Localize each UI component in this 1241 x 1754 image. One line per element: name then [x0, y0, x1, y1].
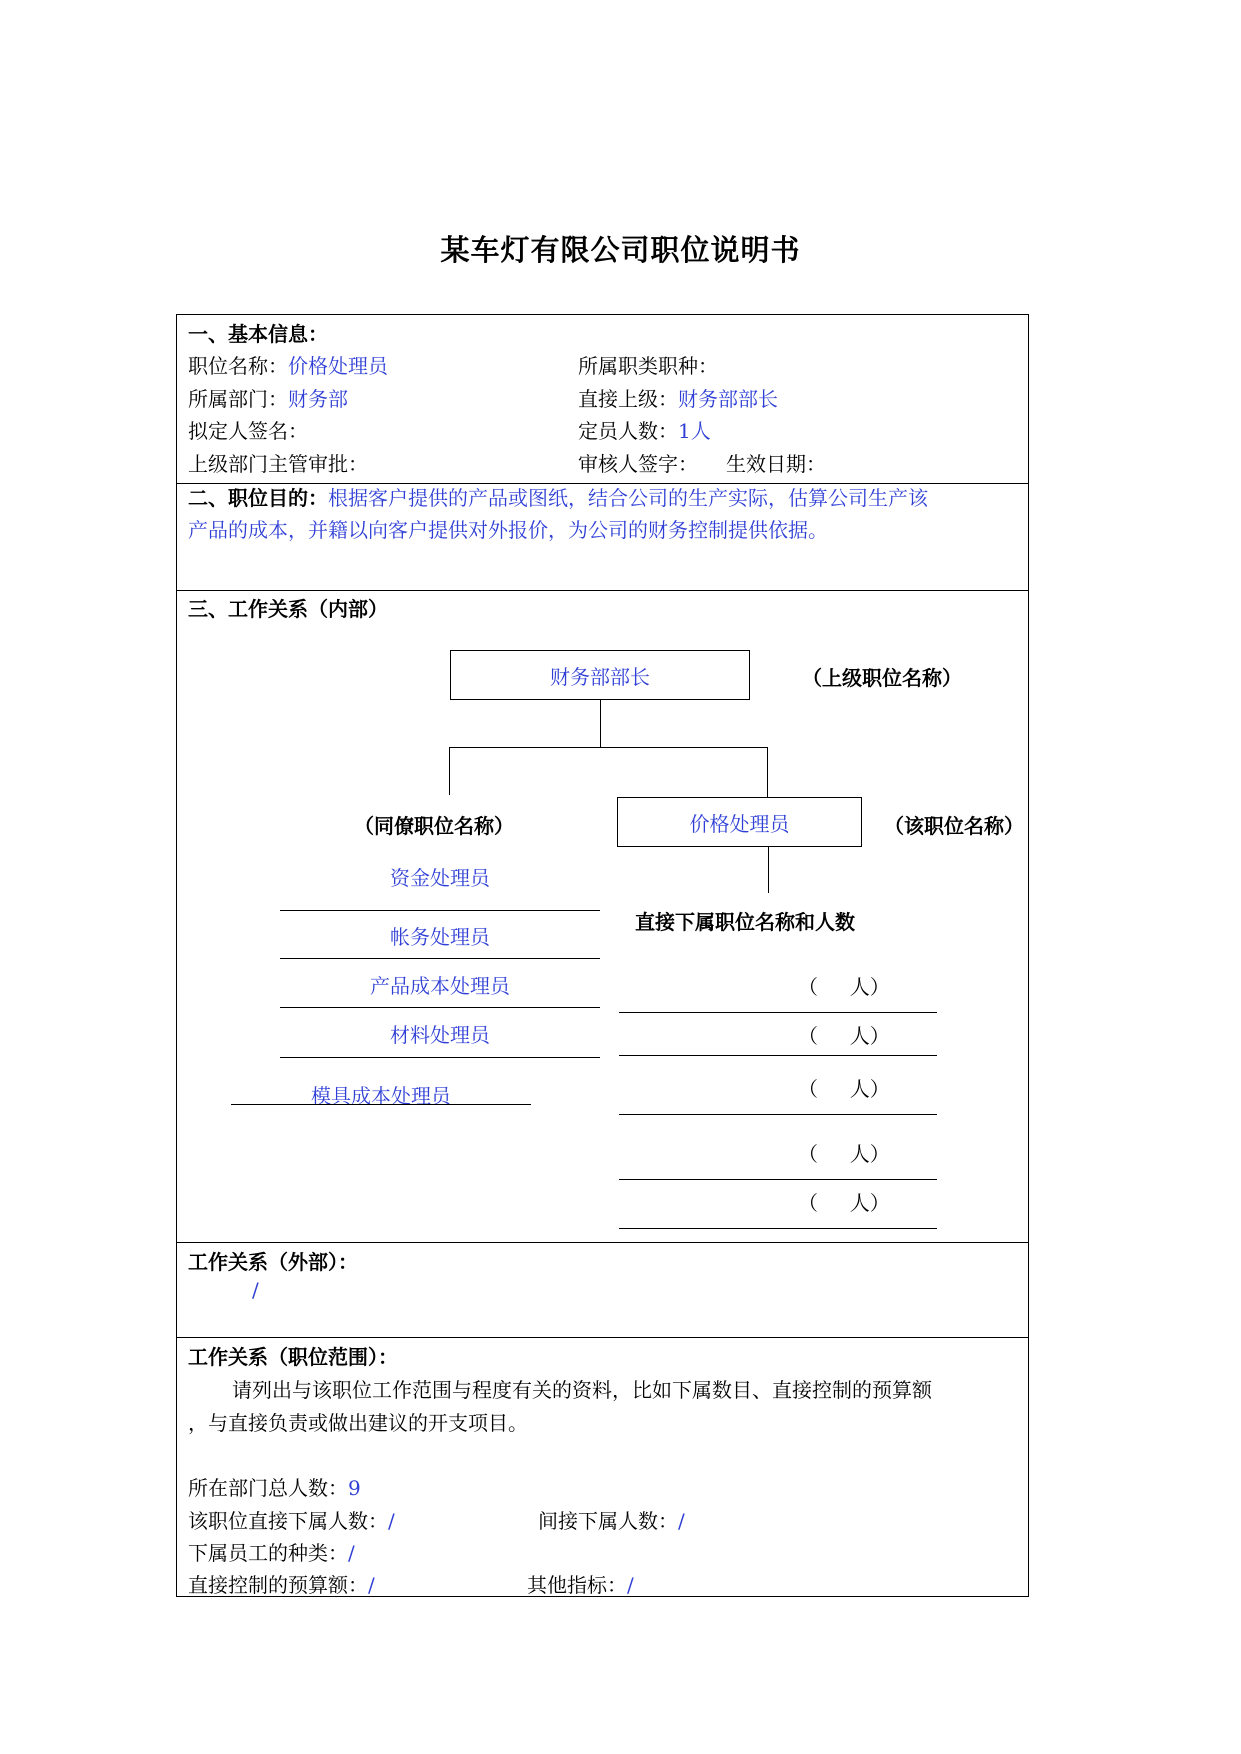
- subordinate-underline: [619, 1179, 937, 1180]
- superior-value: 财务部部长: [678, 387, 778, 411]
- peer-item: 模具成本处理员: [311, 1084, 451, 1108]
- scope-description-1: 请列出与该职位工作范围与程度有关的资料，比如下属数目、直接控制的预算额: [232, 1378, 932, 1402]
- subordinate-slot: （ 人）: [798, 1142, 890, 1166]
- budget-value: /: [368, 1573, 375, 1597]
- connector-line: [449, 747, 450, 795]
- purpose-line-1: [188, 482, 928, 511]
- subordinate-underline: [619, 1055, 937, 1056]
- job-category-label: 所属职类职种：: [578, 354, 718, 378]
- external-relations-value: /: [252, 1278, 259, 1302]
- headcount-label: 定员人数：: [578, 419, 678, 443]
- job-category-field: [578, 350, 718, 379]
- indirect-subordinates-value: /: [678, 1509, 685, 1533]
- drafter-label: 拟定人签名：: [188, 419, 308, 443]
- reviewer-field: [578, 448, 698, 477]
- peer-position-caption: （同僚职位名称）: [354, 814, 514, 838]
- direct-subordinates-field: [188, 1505, 395, 1534]
- peer-item: 帐务处理员: [390, 925, 490, 949]
- basic-info-heading: 一、基本信息：: [188, 322, 328, 346]
- superior-position-box: 财务部部长: [450, 650, 750, 700]
- current-position-box: 价格处理员: [617, 797, 862, 847]
- subordinate-slot: （ 人）: [798, 1077, 890, 1101]
- current-position-caption: （该职位名称）: [884, 814, 1024, 838]
- effective-date-field: [726, 448, 826, 477]
- page-title: 某车灯有限公司职位说明书: [440, 233, 801, 267]
- subordinate-types-field: [188, 1537, 355, 1566]
- subordinate-underline: [619, 1114, 937, 1115]
- connector-line: [768, 847, 769, 893]
- subordinate-slot: （ 人）: [798, 975, 890, 999]
- budget-label: 直接控制的预算额：: [188, 1573, 368, 1597]
- connector-line: [449, 747, 768, 748]
- dept-total-label: 所在部门总人数：: [188, 1476, 348, 1500]
- section-divider: [176, 590, 1029, 591]
- indirect-subordinates-label: 间接下属人数：: [538, 1509, 678, 1533]
- connector-line: [600, 700, 601, 747]
- internal-relations-heading: 三、工作关系（内部）: [188, 597, 388, 621]
- budget-field: [188, 1569, 375, 1598]
- reviewer-label: 审核人签字：: [578, 452, 698, 476]
- subordinate-types-label: 下属员工的种类：: [188, 1541, 348, 1565]
- peer-item: 产品成本处理员: [370, 974, 510, 998]
- scope-heading: 工作关系（职位范围）：: [188, 1345, 398, 1369]
- other-metrics-field: [527, 1569, 634, 1598]
- indirect-subordinates-field: [538, 1505, 685, 1534]
- approval-field: [188, 448, 368, 477]
- purpose-heading: 二、职位目的：: [188, 486, 328, 510]
- headcount-field: [578, 415, 711, 444]
- position-name-value: 价格处理员: [288, 354, 388, 378]
- peer-underline: [280, 1057, 600, 1058]
- subordinate-underline: [619, 1228, 937, 1229]
- position-name-label: 职位名称：: [188, 354, 288, 378]
- peer-item: 材料处理员: [390, 1023, 490, 1047]
- department-label: 所属部门：: [188, 387, 288, 411]
- dept-total-value: 9: [348, 1476, 361, 1500]
- peer-underline: [280, 958, 600, 959]
- superior-field: [578, 383, 778, 412]
- scope-description-2: ，与直接负责或做出建议的开支项目。: [188, 1411, 528, 1435]
- department-value: 财务部: [288, 387, 348, 411]
- section-divider: [176, 1242, 1029, 1243]
- peer-underline: [231, 1104, 531, 1105]
- dept-total-field: [188, 1472, 361, 1501]
- subordinate-types-value: /: [348, 1541, 355, 1565]
- subordinate-slot: （ 人）: [798, 1191, 890, 1215]
- drafter-field: [188, 415, 308, 444]
- purpose-text-2: 产品的成本，并籍以向客户提供对外报价，为公司的财务控制提供依据。: [188, 518, 828, 542]
- subordinate-slot: （ 人）: [798, 1024, 890, 1048]
- direct-subordinates-label: 该职位直接下属人数：: [188, 1509, 388, 1533]
- connector-line: [767, 747, 768, 797]
- other-metrics-label: 其他指标：: [527, 1573, 627, 1597]
- external-relations-heading: 工作关系（外部）：: [188, 1250, 358, 1274]
- subordinate-caption: 直接下属职位名称和人数: [635, 910, 855, 934]
- headcount-value: 1人: [678, 419, 711, 443]
- peer-underline: [280, 1007, 600, 1008]
- position-name-field: [188, 350, 388, 379]
- section-divider: [176, 1337, 1029, 1338]
- subordinate-underline: [619, 1012, 937, 1013]
- peer-underline: [280, 910, 600, 911]
- effective-date-label: 生效日期：: [726, 452, 826, 476]
- other-metrics-value: /: [627, 1573, 634, 1597]
- superior-position-caption: （上级职位名称）: [802, 666, 962, 690]
- purpose-text-1: 根据客户提供的产品或图纸，结合公司的生产实际，估算公司生产该: [328, 486, 928, 510]
- approval-label: 上级部门主管审批：: [188, 452, 368, 476]
- superior-label: 直接上级：: [578, 387, 678, 411]
- department-field: [188, 383, 348, 412]
- direct-subordinates-value: /: [388, 1509, 395, 1533]
- peer-item: 资金处理员: [390, 866, 490, 890]
